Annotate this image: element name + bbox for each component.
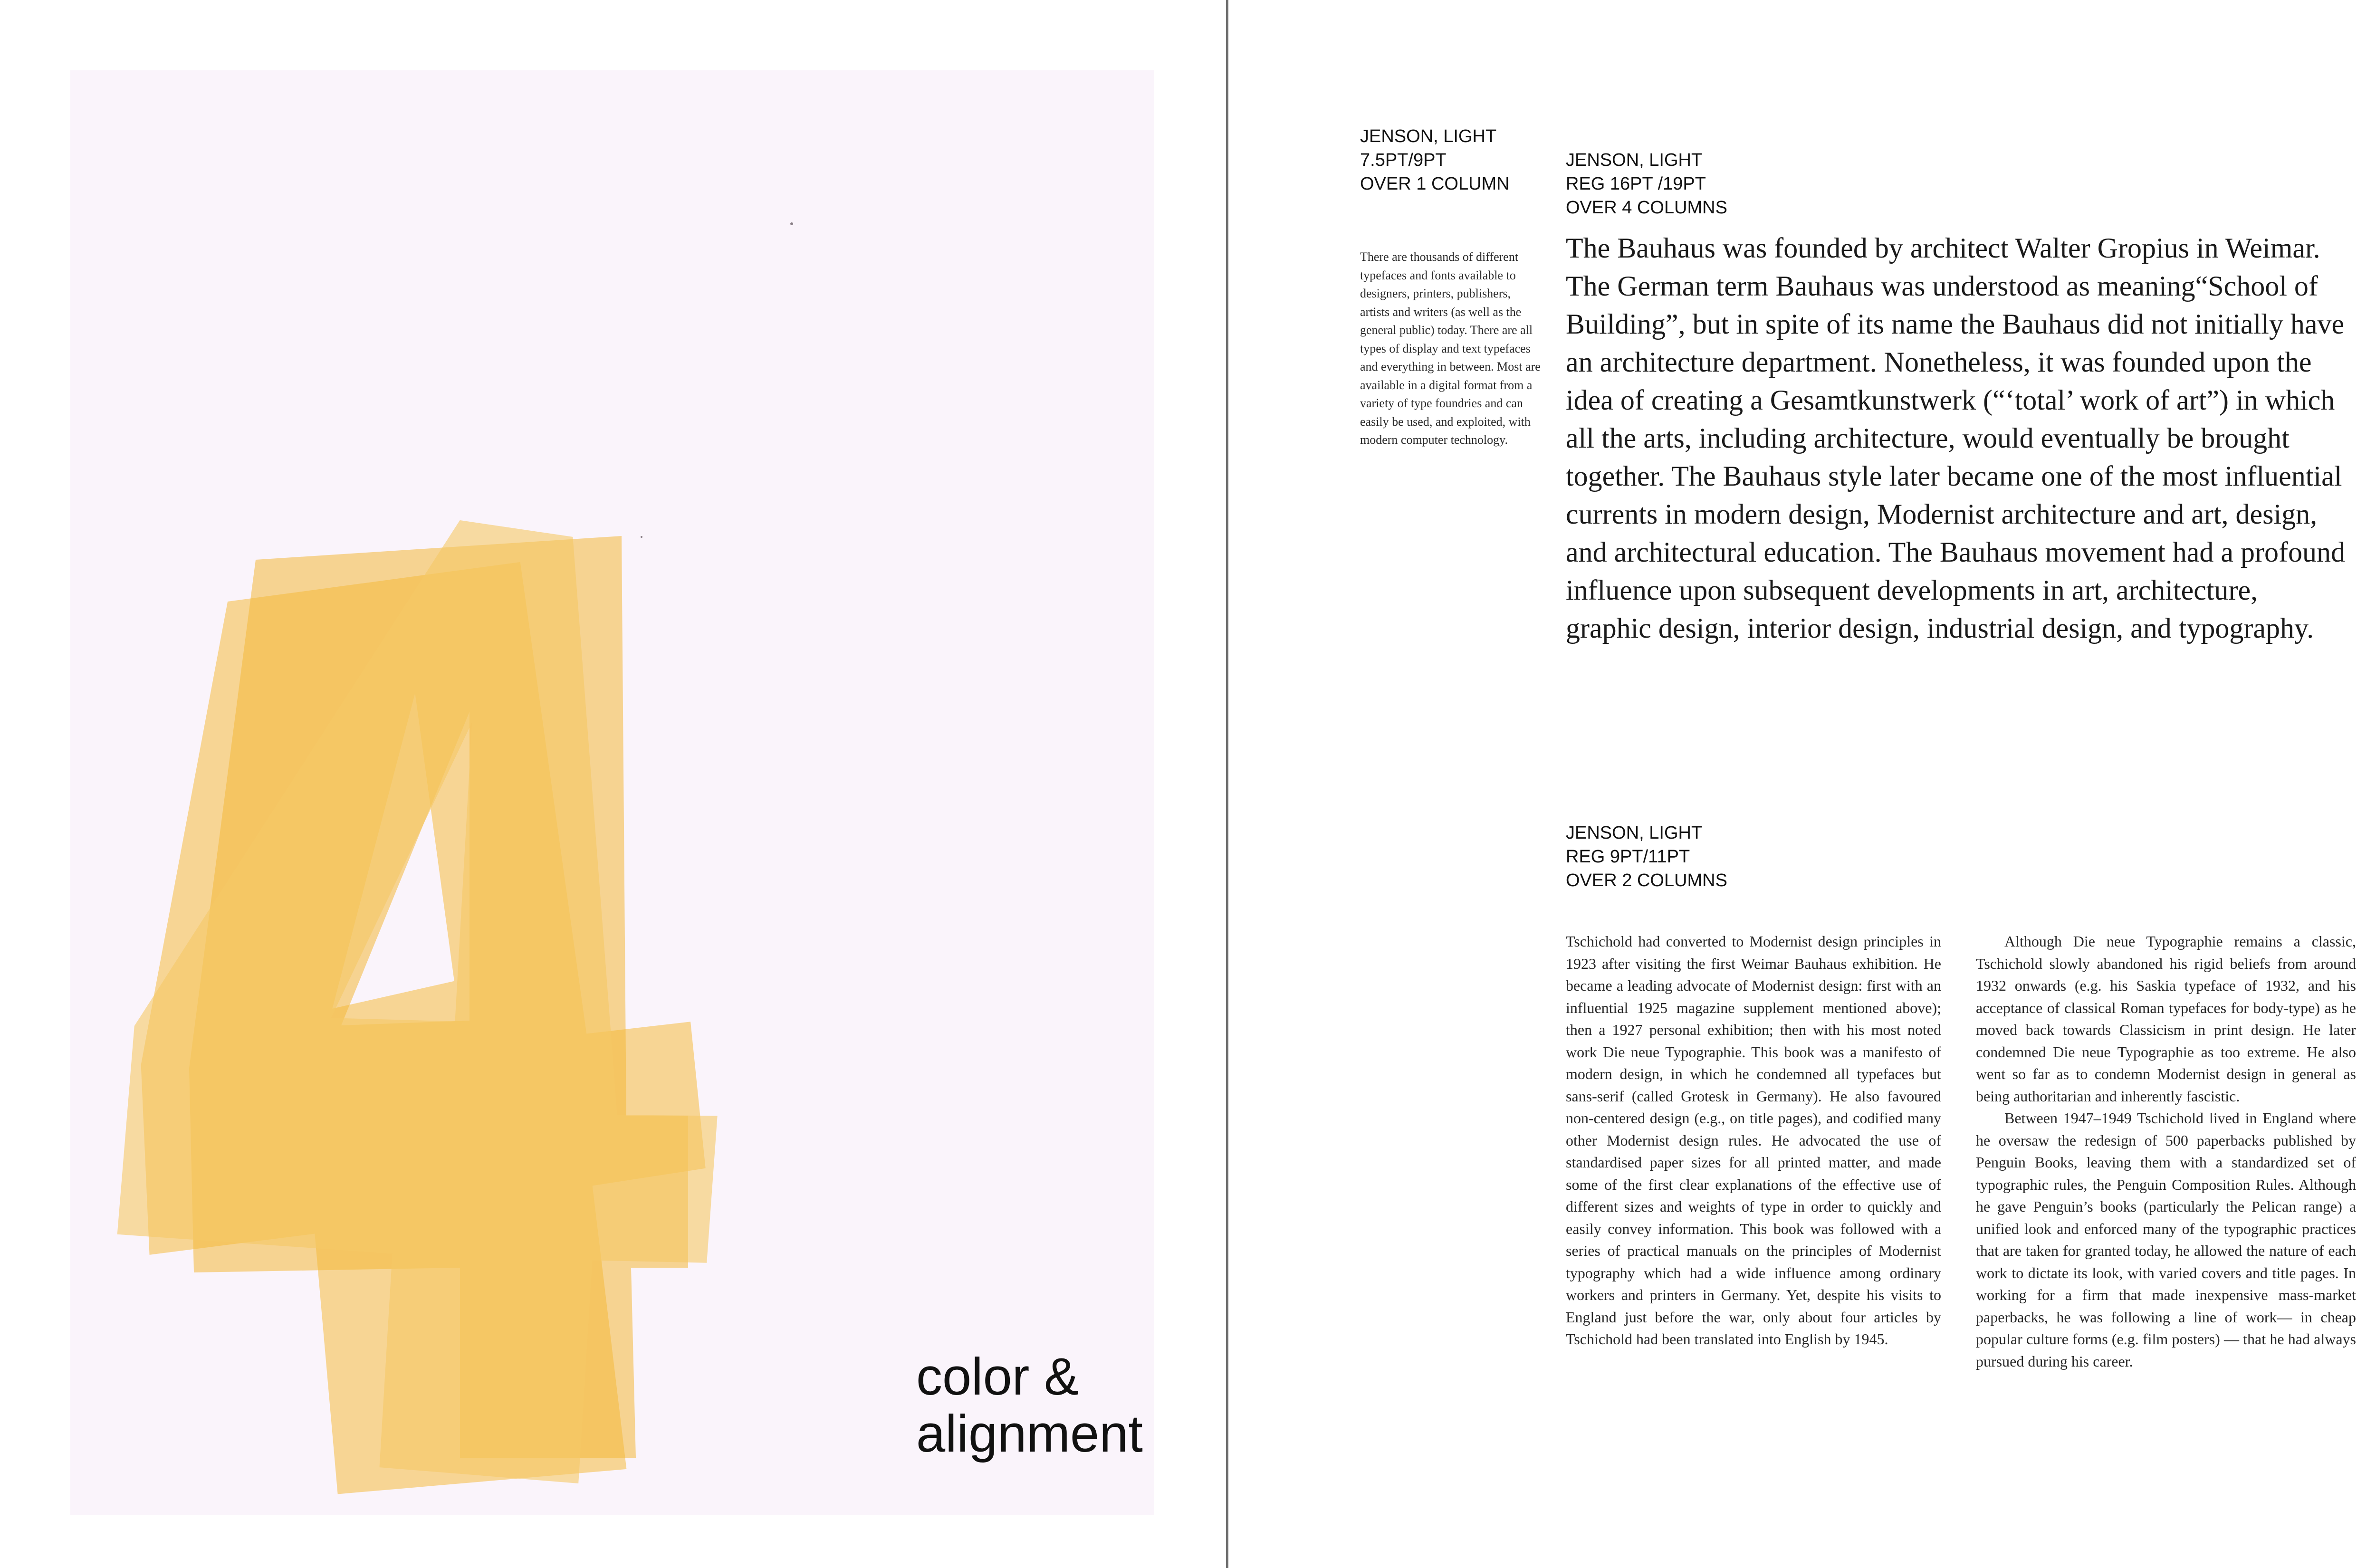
paper-speck — [641, 536, 642, 538]
main-sample-text: The Bauhaus was founded by architect Walter Gropius in Weimar. The German term Bauhaus was understood as meaning“School of Building”, but in spite of its name the Bauhaus did not initially have an architecture department. Nonetheless, it was founded upon the idea of creating a Gesamtkunstwerk (“‘total’ work of art”) in which all the arts, including architecture, would eventually be brought together. The Bauhaus style later became one of the most influential currents in modern design, Modernist architecture and art, design, and architectural education. The Bauhaus movement had a profound influence upon subsequent developments in art, architecture, graphic design, interior design, industrial design, and typography. — [1566, 232, 2345, 644]
column-text-left: Tschichold had converted to Modernist design principles in 1923 after visiting the first Weimar Bauhaus exhibition. He became a leading advocate of Modernist design: first with an influential 1925 magazine supplement mentioned above); then a 1927 personal exhibition; then with his most noted work Die neue Typographie. This book was a manifesto of modern design, in which he condemned all typefaces but sans-serif (called Grotesk in Germany). He also favoured non-centered design (e.g., on title pages), and codified many other Modernist design rules. He advocated the use of standardised paper sizes for all printed matter, and made some of the first clear explanations of the effective use of different sizes and weights of type in order to quickly and easily convey information. This book was followed with a series of practical manuals on the principles of Modernist typography which had a wide influence among ordinary workers and printers in Germany. Yet, despite his visits to England just before the war, only about four articles by Tschichold had been translated into English by 1945. — [1566, 933, 1941, 1348]
spec-label-one-column — [1360, 124, 1510, 196]
spec-label-two-columns — [1566, 821, 1727, 892]
spec-font: JENSON, LIGHT — [1566, 150, 1703, 170]
spec-font: JENSON, LIGHT — [1566, 823, 1703, 843]
spec-font: JENSON, LIGHT — [1360, 126, 1497, 146]
spec-size: REG 16PT /19PT — [1566, 174, 1706, 194]
column-text-right — [1976, 930, 2356, 1372]
column-paragraph: Although Die neue Typographie remains a classic, Tschichold slowly abandoned his rigid beliefs from around 1932 onwards (e.g. his Saskia typeface of 1932, and his acceptance of classical Roman typefaces for body-type) as he moved back towards Classicism in print design. He later condemned Die neue Typographie as too extreme. He also went so far as to condemn Modernist design in general as being authoritarian and inherently fascistic. — [1976, 933, 2356, 1105]
cover-title: color & alignment — [916, 1348, 1143, 1463]
gutter-divider — [1226, 0, 1228, 1568]
spec-size: 7.5PT/9PT — [1360, 150, 1447, 170]
numeral-four-artwork — [70, 70, 1154, 1515]
spec-columns: OVER 4 COLUMNS — [1566, 198, 1727, 218]
spec-size: REG 9PT/11PT — [1566, 847, 1690, 867]
cover-artwork-panel — [70, 70, 1154, 1515]
column-paragraph: Between 1947–1949 Tschichold lived in England where he oversaw the redesign of 500 paperbacks published by Penguin Books, leaving them with a standardized set of typographic rules, the Penguin Composition Rules. Although he gave Penguin’s books (particularly the Pelican range) a unified look and enforced many of the typographic practices that are taken for granted today, he allowed the nature of each work to dictate its look, with varied covers and title pages. In working for a firm that made inexpensive mass-market paperbacks, he was following a line of work— in cheap popular culture forms (e.g. film posters) — that he had always pursued during his career. — [1976, 1109, 2356, 1370]
sidebar-sample-text: There are thousands of different typefaces and fonts available to designers, printers, publishers, artists and writers (as well as the general public) today. There are all types of display and text typefaces and everything in between. Most are available in a digital format from a variety of type foundries and can easily be used, and exploited, with modern computer technology. — [1360, 250, 1541, 447]
paper-speck — [790, 222, 793, 225]
spec-columns: OVER 2 COLUMNS — [1566, 870, 1727, 890]
spec-columns: OVER 1 COLUMN — [1360, 174, 1510, 194]
spec-label-four-columns — [1566, 148, 1727, 220]
